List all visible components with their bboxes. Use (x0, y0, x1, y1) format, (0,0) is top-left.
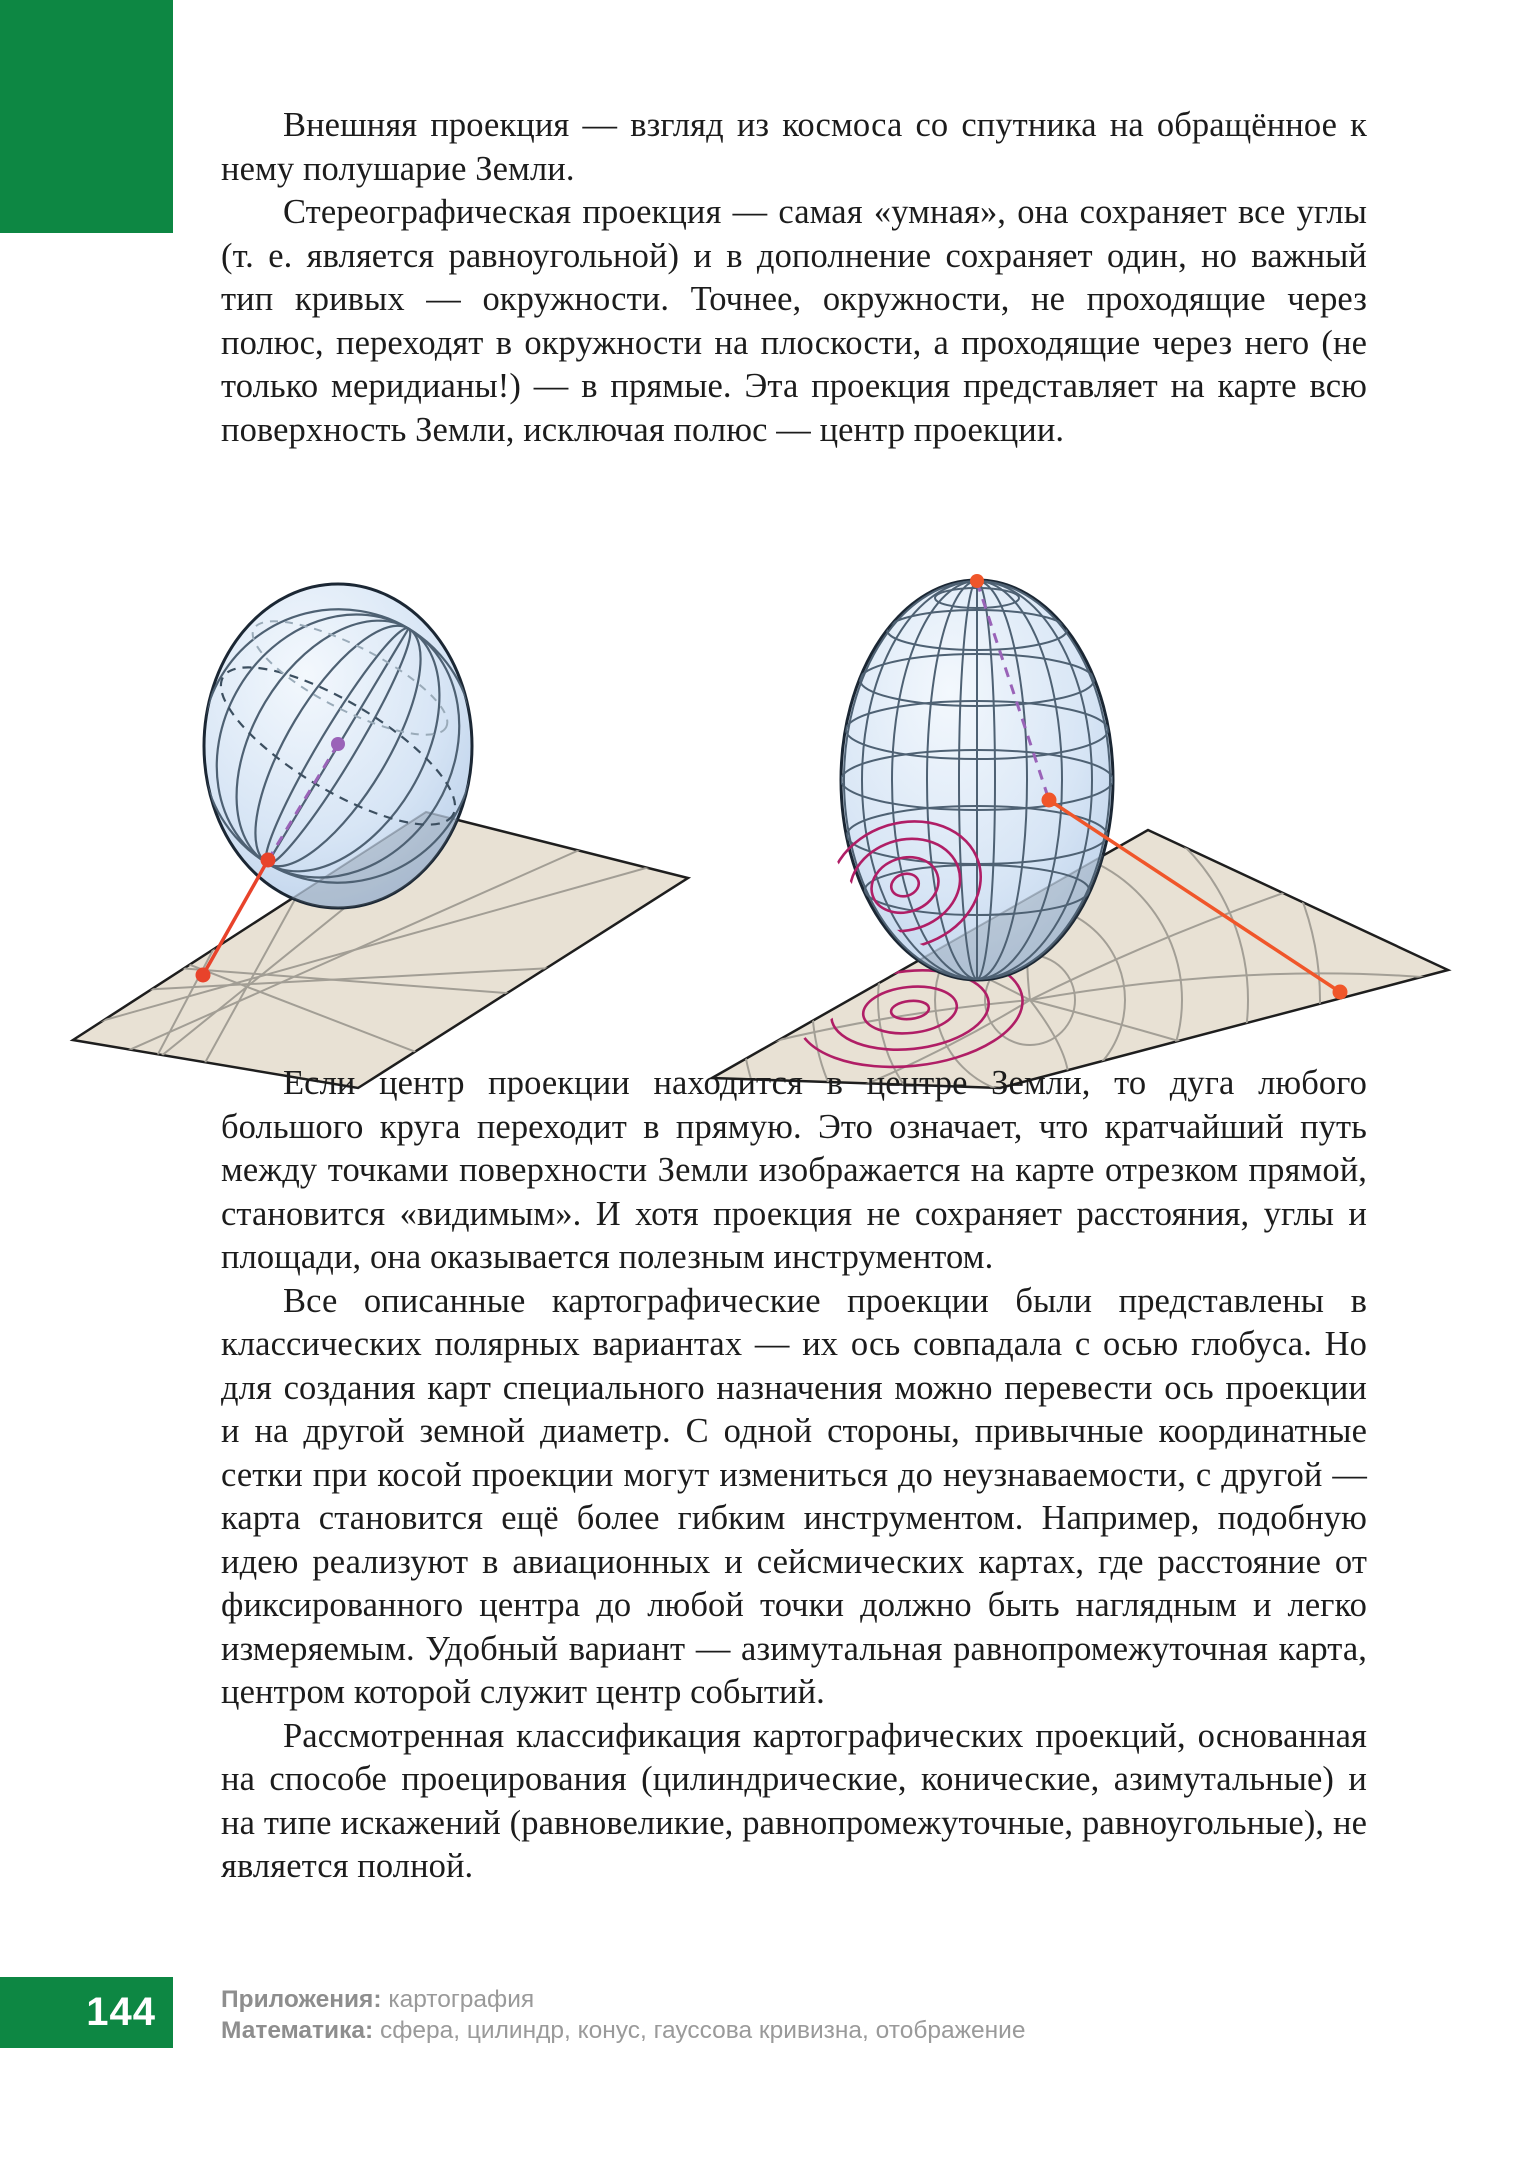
paragraph: Внешняя проекция — взгляд из космоса со спутника на обращённое к нему полушарие Земли. (221, 106, 1367, 188)
figure-row (0, 530, 1516, 1092)
projected-point-orange (1333, 985, 1348, 1000)
projected-point-red (196, 968, 211, 983)
paragraph: Если центр проекции находится в центре Земли, то дуга любого большого круга переходит в прямую. Это означает, что кратчайший путь между точками поверхности Земли изображается на карте отрезком прямой, становится «видимым». И хотя проекция не сохраняет расстояния, углы и площади, она оказывается полезным инструментом. (221, 1064, 1367, 1276)
footer-line-mathematics (221, 2015, 1321, 2046)
sphere-center-point (331, 737, 345, 751)
sphere-surface-point (1042, 793, 1057, 808)
footer-keywords (221, 1984, 1321, 2046)
green-corner-block (0, 0, 173, 233)
paragraph: Все описанные картографические проекции были представлены в классических полярных вариантах — их ось совпадала с осью глобуса. Но для создания карт специального назначения можно перевести ось проекции и на другой земной диаметр. С одной стороны, привычные координатные сетки при косой проекции могут измениться до неузнаваемости, с другой — карта становится ещё более гибким инструментом. Например, подобную идею реализуют в авиационных и сейсмических картах, где расстояние от фиксированного центра до любой точки должно быть наглядным и легко измеряемым. Удобный вариант — азимутальная равнопромежуточная карта, центром которой служит центр событий. (221, 1281, 1367, 1711)
stereographic-projection-lines-figure (58, 530, 703, 1090)
body-text-upper (221, 104, 1367, 452)
footer-value-mathematics: сфера, цилиндр, конус, гауссова кривизна, отображение (373, 2017, 1026, 2044)
north-pole-point (970, 574, 984, 588)
footer-label-mathematics: Математика: (221, 2017, 374, 2044)
footer-label-applications: Приложения: (221, 1986, 382, 2013)
footer-line-applications (221, 1984, 1321, 2015)
body-text-lower (221, 1062, 1367, 1889)
paragraph: Стереографическая проекция — самая «умная», она сохраняет все углы (т. е. является равноугольной) и в дополнение сохраняет один, но важный тип кривых — окружности. Точнее, окружности, не проходящие через полюс, переходят в окружности на плоскости, а проходящие через него (не только меридианы!) — в прямые. Эта проекция представляет на карте всю поверхность Земли, исключая полюс — центр проекции. (221, 193, 1367, 449)
pole-point-red (261, 853, 276, 868)
page-number-badge: 144 (0, 1977, 173, 2048)
footer-value-applications: картография (381, 1986, 535, 2013)
stereographic-projection-circles-figure (700, 530, 1458, 1090)
paragraph: Рассмотренная классификация картографических проекций, основанная на способе проецирования (цилиндрические, конические, азимутальные) и на типе искажений (равновеликие, равнопромежуточные, равноугольные), не является полной. (221, 1716, 1367, 1885)
